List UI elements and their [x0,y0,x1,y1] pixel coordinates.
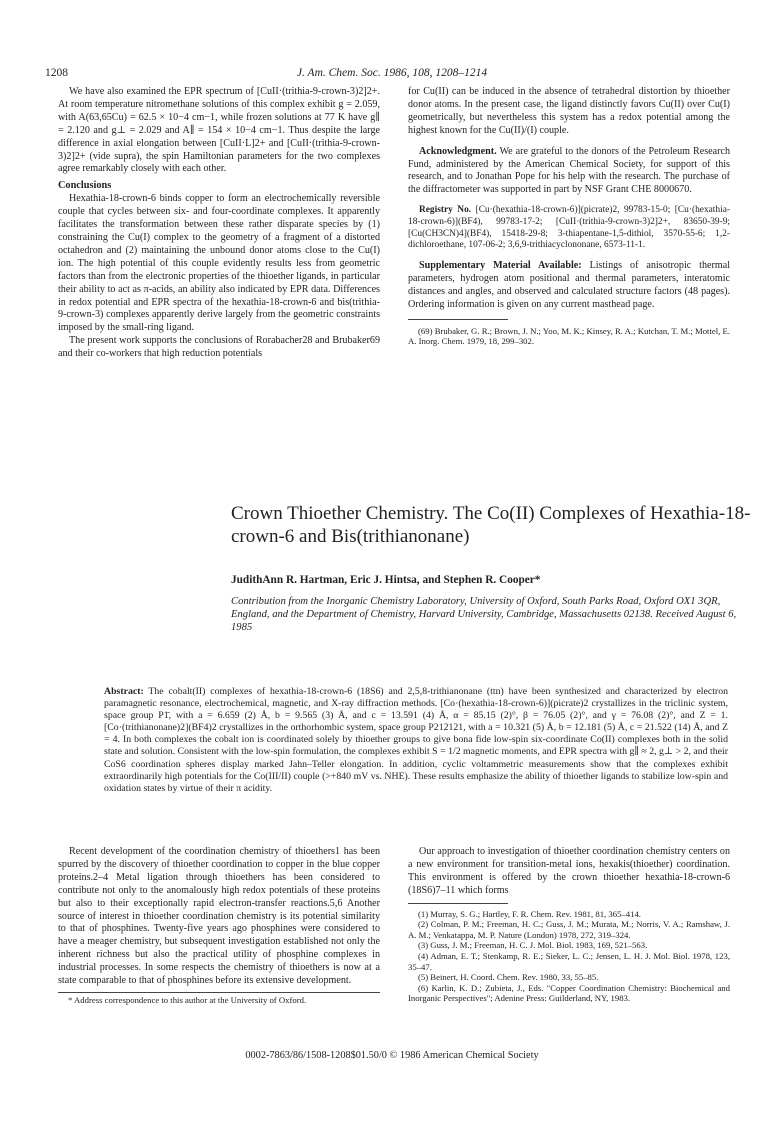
reference-item: (3) Guss, J. M.; Freeman, H. C. J. Mol. Biol. 1983, 169, 521–563. [418,940,648,951]
body-left-column [58,846,380,1006]
conclusions-heading: Conclusions [58,180,112,192]
correspondence-footnote: * Address correspondence to this author at the University of Oxford. [68,994,307,1005]
approach-paragraph: Our approach to investigation of thioether coordination chemistry centers on a new environment for transition-metal ions, hexakis(thioether) coordination. This environment is offered by the crown thioether hexathia-18-crown-6 (18S6)7–11 which forms [408,846,730,896]
footnote-divider [58,992,380,993]
page-footer: 0002-7863/86/1508-1208$01.50/0 © 1986 American Chemical Society [245,1050,539,1061]
epr-paragraph: We have also examined the EPR spectrum of [CuII·(trithia-9-crown-3)2]2+. At room temperature nitromethane solutions of this complex exhibit g = 2.059, with A(63,65Cu) = 62.5 × 10−4 cm−1, while frozen solutions at 77 K have g∥ = 2.120 and g⊥ = 2.029 and A∥ = 154 × 10−4 cm−1. Thus despite the large difference in axial elongation between [CuII·L]2+ and [CuII·(trithia-9-crown-3)2]2+ (vide supra), the spin Hamiltonian parameters for the two complexes agree remarkably closely with each other. [58,86,380,175]
page-number: 1208 [45,67,68,79]
prev-right-column [408,86,730,347]
registry-text: [Cu·(hexathia-18-crown-6)](picrate)2, 99783-15-0; [Cu·(hexathia-18-crown-6)](BF4), 99783-17-2; [CuII·(trithia-9-crown-3)2]2+, 83650-39-9; [Cu(CH3CN)4](BF4), 15418-29-8; 3-thiapentane-1,5-dithiol, 3570-55-6; 1,2-dichloroethane, 107-06-2; 3,6,9-trithiacyclononane, 6573-11-1. [408,205,730,251]
registry-numbers [408,205,730,252]
abstract-text: The cobalt(II) complexes of hexathia-18-crown-6 (18S6) and 2,5,8-trithianonane (ttn) have been synthesized and characterized by electron paramagnetic resonance, electrochemical, magnetic, and X-ray diffraction methods. [Co·(hexathia-18-crown-6)](picrate)2 crystallizes in the triclinic system, space group P1̄, with a = 6.659 (2) Å, b = 9.565 (3) Å, and c = 13.591 (4) Å, α = 85.15 (2)°, β = 76.05 (2)°, and γ = 76.08 (2)°, and Z = 1. [Co·(trithianonane)2](BF4)2 crystallizes in the orthorhombic system, space group P212121, with a = 10.321 (5) Å, b = 12.181 (5) Å, c = 21.522 (14) Å, and Z = 4. In both complexes the cobalt ion is coordinated solely by thioether groups to give bona fide low-spin six-coordinate Co(II) complexes both in the solid state and solution. Consistent with the low-spin formulation, the complexes exhibit S = 1/2 magnetic moments, and EPR spectra with g∥ ≈ 2, g⊥ > 2, and their CoS6 coordination spheres display marked Jahn–Teller elongation. In addition, cyclic voltammetric measurements show that the complexes exhibit extraordinarily high potentials for the Co(III/II) couple (>+840 mV vs. NHE). These results emphasize the ability of thioether ligands to stabilize low-spin and oxidation states by virtue of their π acidity. [104,686,728,794]
conclusions-paragraph: Hexathia-18-crown-6 binds copper to form an electrochemically reversible couple that cycles between six- and four-coordinate complexes. It apparently facilitates the transformation between these rather disparate species by (1) constraining the Cu(I) complex to the geometry of a fragment of a distorted octahedron and (2) maintaining the unbound donor atoms close to the Cu(I) ion. The high potential of this couple evidently results less from geometric factors than from the electronic properties of the thioether ligands, in particular their ability to act as π-acids, an ability also indicated by EPR data. Differences in redox potential and EPR spectra of the hexathia-18-crown-6 and bis(trithia-9-crown-3) complexes apparently derive largely from the geometric constraints imposed by the small-ring ligand. [58,193,380,334]
reference-item: (2) Colman, P. M.; Freeman, H. C.; Guss, J. M.; Murata, M.; Norris, V. A.; Ramshaw, J. A. M.; Venkatappa, M. P. Nature (London) 1978, 272, 319–324. [408,919,730,940]
abstract-label: Abstract: [104,686,144,697]
prev-right-paragraph: for Cu(II) can be induced in the absence of tetrahedral distortion by thioether donor atoms. In the present case, the ligand distinctly favors Cu(II) over Cu(I) geometrically, but nevertheless this system has a redox potential among the highest known for the Cu(II)/(I) couple. [408,86,730,136]
reference-item: (5) Beinert, H. Coord. Chem. Rev. 1980, 33, 55–85. [418,972,599,983]
prev-left-column [58,86,380,361]
article-affiliation: Contribution from the Inorganic Chemistry Laboratory, University of Oxford, South Parks Road, Oxford OX1 3QR, England, and the Department of Chemistry, Harvard University, Cambridge, Massachusetts 02138. Received August 6, 1985 [231,596,737,633]
ack-text: We are grateful to the donors of the Petroleum Research Fund, administered by the American Chemical Society, for support of this research, and to Jonathan Pope for his help with the research. The purchase of the diffractometer was supported in part by NSF Grant CHE 8000670. [408,145,730,196]
article-title: Crown Thioether Chemistry. The Co(II) Complexes of Hexathia-18-crown-6 and Bis(trithianonane) [231,503,751,547]
supp-text: Listings of anisotropic thermal parameters, hydrogen atom positional and thermal parameters, interatomic distances and angles, and observed and calculated structure factors (48 pages). Ordering information is given on any current masthead page. [408,260,731,310]
abstract [104,686,728,795]
registry-heading: Registry No. [419,205,472,216]
reference-item: (4) Adman, E. T.; Stenkamp, R. E.; Sieker, L. C.; Jensen, L. H. J. Mol. Biol. 1978, 123, 35–47. [408,951,730,972]
body-right-column [408,846,730,1004]
references-list [408,909,730,1004]
intro-paragraph: Recent development of the coordination chemistry of thioethers1 has been spurred by the discovery of thioether coordination to copper in the blue copper proteins.2–4 Metal ligation through thioethers has been considered to contribute not only to the anomalously high redox potentials of these proteins but also to their exceptionally rapid electron-transfer reactions.5,6 Another source of interest in thioether coordination chemistry is its potential similarity to that of phosphines. Twenty-five years ago phosphines were considered to have a meager chemistry, but subsequent investigation established not only the inherent richness but also the practical utility of phosphine complexes in industrial processes. In some respects the chemistry of thioethers is now at a state comparable to that of phosphines before its extensive development. [58,846,380,987]
reference-69: (69) Brubaker, G. R.; Brown, J. N.; Yoo, M. K.; Kinsey, R. A.; Kutchan, T. M.; Mottel, E. A. Inorg. Chem. 1979, 18, 299–302. [408,325,730,347]
article-authors: JudithAnn R. Hartman, Eric J. Hintsa, and Stephen R. Cooper* [231,574,541,586]
ack-heading: Acknowledgment. [419,145,497,157]
acknowledgment [408,146,730,198]
footnote-divider [408,319,508,320]
conclusions-paragraph-2: The present work supports the conclusions of Rorabacher28 and Brubaker69 and their co-workers that high reduction potentials [58,335,380,360]
references-divider [408,903,508,904]
reference-item: (1) Murray, S. G.; Hartley, F. R. Chem. Rev. 1981, 81, 365–414. [418,908,641,919]
reference-item: (6) Karlin, K. D.; Zubieta, J., Eds. "Copper Coordination Chemistry: Biochemical and Inorganic Perspectives"; Adenine Press: Guilderland, NY, 1983. [408,982,730,1004]
supp-heading: Supplementary Material Available: [419,260,582,272]
running-head: J. Am. Chem. Soc. 1986, 108, 1208–1214 [296,67,488,79]
supplementary-material [408,260,730,312]
